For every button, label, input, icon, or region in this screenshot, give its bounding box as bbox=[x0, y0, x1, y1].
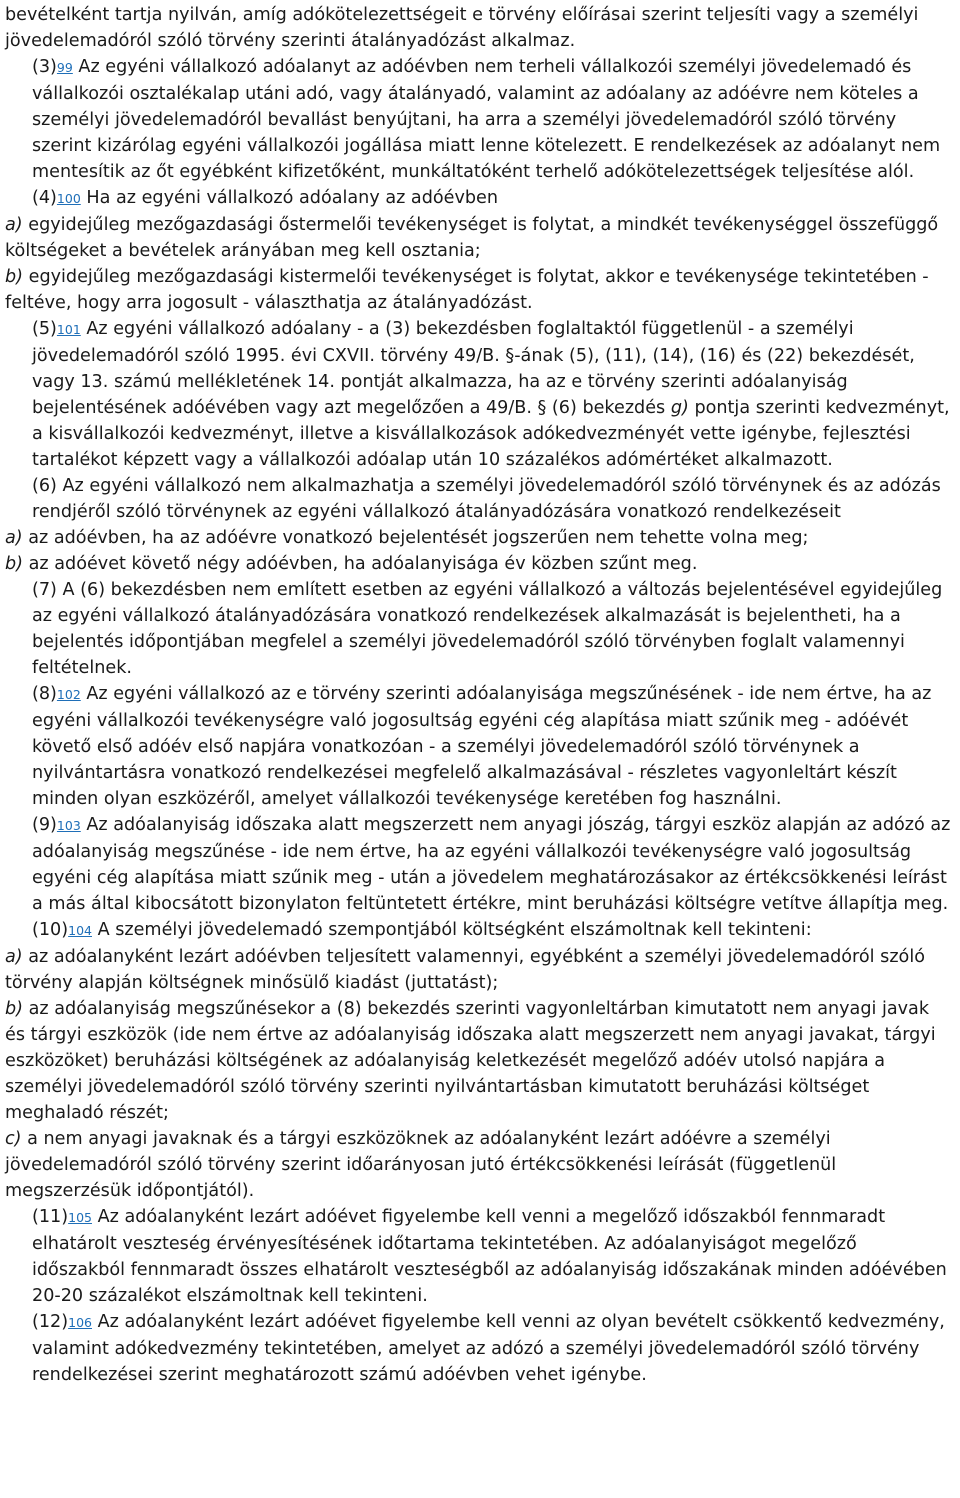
point-text: a nem anyagi javaknak és a tárgyi eszközöknek az adóalanyként lezárt adóévre a személyi jövedelemadóról szóló törvény szerint időarányosan jutó értékcsökkenési leírását (függetlenül megszerzésük időpontjától). bbox=[5, 1129, 837, 1201]
point-6-a bbox=[5, 525, 953, 551]
paragraph-number: (4) bbox=[32, 188, 57, 208]
point-label: c) bbox=[5, 1129, 22, 1149]
paragraph-text: pontja szerinti kedvezményt, a kisvállalkozói kedvezményt, illetve a kisvállalkozások adókedvezményét vette igénybe, fejlesztési tartalékot képzett vagy a vállalkozói adóalap után 10 százalékos adómértéket alkalmazott. bbox=[32, 398, 950, 470]
point-label: a) bbox=[5, 528, 23, 548]
paragraph-12 bbox=[5, 1309, 953, 1388]
point-10-a bbox=[5, 944, 953, 996]
paragraph-3 bbox=[5, 54, 953, 185]
paragraph-number: (10) bbox=[32, 920, 69, 940]
paragraph-number: (9) bbox=[32, 815, 57, 835]
footnote-link-101[interactable]: 101 bbox=[56, 322, 81, 337]
point-4-a bbox=[5, 212, 953, 264]
paragraph-intro: bevételként tartja nyilván, amíg adókötelezettségeit e törvény előírásai szerint teljesíti vagy a személyi jövedelemadóról szóló törvény szerinti átalányadózást alkalmaz. bbox=[5, 5, 919, 51]
paragraph-text: Ha az egyéni vállalkozó adóalany az adóévben bbox=[80, 188, 499, 208]
footnote-link-104[interactable]: 104 bbox=[68, 923, 92, 938]
point-text: egyidejűleg mezőgazdasági őstermelői tevékenységet is folytat, a mindkét tevékenységgel összefüggő költségeket a bevételek arányában meg kell osztania; bbox=[5, 215, 939, 261]
point-label: b) bbox=[5, 267, 24, 287]
paragraph-number: (11) bbox=[32, 1207, 69, 1227]
point-label: b) bbox=[5, 554, 24, 574]
paragraph-text: Az adóalanyként lezárt adóévet figyelembe kell venni az olyan bevételt csökkentő kedvezmény, valamint adókedvezmény tekintetében, amelyet az adózó a személyi jövedelemadóról szóló törvény rendelkezései szerint meghatározott számú adóévben vehet igénybe. bbox=[32, 1312, 945, 1385]
paragraph-7 bbox=[5, 577, 953, 681]
footnote-link-103[interactable]: 103 bbox=[56, 818, 81, 833]
paragraph-text: Az egyéni vállalkozó adóalanyt az adóévben nem terheli vállalkozói személyi jövedelemadó és vállalkozói osztalékalap utáni adó, vagy átalányadó, valamint az adóalany az adóévre nem köteles a személyi jövedelemadóról bevallást benyújtani, ha arra a személyi jövedelemadóról szóló törvény szerint kizárólag egyéni vállalkozói jogállása miatt lenne kötelezett. E rendelkezések az adóalanyt nem mentesítik az őt egyébként kifizetőként, munkáltatóként terhelő adókötelezettségek teljesítése alól. bbox=[32, 57, 941, 182]
paragraph-text: Az adóalanyként lezárt adóévet figyelembe kell venni a megelőző időszakból fennmaradt elhatárolt veszteség érvényesítésének időtartama tekintetében. Az adóalanyiságot megelőző időszakból fennmaradt összes elhatárolt veszteségből az adóalanyiság időszakának minden adóévében 20-20 százalékot elszámoltnak kell tekinteni. bbox=[32, 1207, 947, 1306]
paragraph-text: Az egyéni vállalkozó az e törvény szerinti adóalanyisága megszűnésének - ide nem értve, ha az egyéni vállalkozói tevékenységre való jogosultság egyéni cég alapítása miatt szűnik meg - adóévét követő első adóév első napjára vonatkozóan - a személyi jövedelemadóról szóló törvénynek a nyilvántartásra vonatkozó rendelkezései megfelelő alkalmazásával - részletes vagyonleltárt készít minden olyan eszközéről, amelyet vállalkozói tevékenysége keretében fog használni. bbox=[32, 684, 932, 809]
paragraph-5 bbox=[5, 316, 953, 473]
point-10-b bbox=[5, 996, 953, 1126]
paragraph-4 bbox=[5, 185, 953, 212]
footnote-link-106[interactable]: 106 bbox=[68, 1315, 92, 1330]
paragraph-11 bbox=[5, 1204, 953, 1309]
footnote-link-102[interactable]: 102 bbox=[56, 687, 81, 702]
paragraph-6 bbox=[5, 473, 953, 525]
footnote-link-99[interactable]: 99 bbox=[56, 60, 73, 75]
point-text: az adóévben, ha az adóévre vonatkozó bejelentését jogszerűen nem tehette volna meg; bbox=[22, 528, 809, 548]
point-text: egyidejűleg mezőgazdasági kistermelői tevékenységet is folytat, akkor e tevékenysége tekintetében - feltéve, hogy arra jogosult - választhatja az átalányadózást. bbox=[5, 267, 929, 313]
paragraph-number: (5) bbox=[32, 319, 57, 339]
point-4-b bbox=[5, 264, 953, 316]
paragraph-text: A személyi jövedelemadó szempontjából költségként elszámoltnak kell tekinteni: bbox=[91, 920, 812, 940]
footnote-link-100[interactable]: 100 bbox=[56, 191, 81, 206]
point-label: a) bbox=[5, 215, 23, 235]
paragraph-8 bbox=[5, 681, 953, 812]
point-text: az adóalanyiság megszűnésekor a (8) bekezdés szerinti vagyonleltárban kimutatott nem anyagi javak és tárgyi eszközök (ide nem értve az adóalanyiság időszaka alatt megszerzett nem anyagi javakat, tárgyi eszközöket) beruházási költségének az adóalanyiság keletkezését megelőző adóév utolsó napjára a személyi jövedelemadóról szóló törvény szerinti nyilvántartásban kimutatott beruházási költséget meghaladó részét; bbox=[5, 999, 936, 1123]
point-6-b bbox=[5, 551, 953, 577]
point-text: az adóévet követő négy adóévben, ha adóalanyisága év közben szűnt meg. bbox=[23, 554, 698, 574]
paragraph-9 bbox=[5, 812, 953, 917]
point-10-c bbox=[5, 1126, 953, 1204]
point-text: az adóalanyként lezárt adóévben teljesített valamennyi, egyébként a személyi jövedelemadóról szóló törvény alapján költségnek minősülő kiadást (juttatást); bbox=[5, 947, 925, 993]
paragraph-text: (6) Az egyéni vállalkozó nem alkalmazhatja a személyi jövedelemadóról szóló törvénynek és az adózás rendjéről szóló törvénynek az egyéni vállalkozó átalányadózására vonatkozó rendelkezéseit bbox=[32, 476, 941, 522]
paragraph-text: (7) A (6) bekezdésben nem említett esetben az egyéni vállalkozó a változás bejelentésével egyidejűleg az egyéni vállalkozó átalányadózására vonatkozó rendelkezések alkalmazását is bejelentheti, ha a bejelentés időpontjában megfelel a személyi jövedelemadóról szóló törvényben foglalt valamennyi feltételnek. bbox=[32, 580, 943, 678]
point-label: g) bbox=[670, 398, 689, 418]
footnote-link-105[interactable]: 105 bbox=[68, 1210, 92, 1225]
paragraph-text: Az egyéni vállalkozó adóalany - a (3) bekezdésben foglaltaktól függetlenül - a személyi jövedelemadóról szóló 1995. évi CXVII. törvény 49/B. §-ának (5), (11), (14), (16) és (22) bekezdését, vagy 13. számú mellékletének 14. pontját alkalmazza, ha az e törvény szerinti adóalanyiság bejelentésének adóévében vagy azt megelőzően a 49/B. § (6) bekezdés bbox=[32, 319, 915, 418]
point-label: a) bbox=[5, 947, 23, 967]
point-label: b) bbox=[5, 999, 24, 1019]
paragraph-10 bbox=[5, 917, 953, 944]
paragraph-number: (3) bbox=[32, 57, 57, 77]
paragraph-number: (8) bbox=[32, 684, 57, 704]
paragraph-text: Az adóalanyiság időszaka alatt megszerzett nem anyagi jószág, tárgyi eszköz alapján az adózó az adóalanyiság megszűnése - ide nem értve, ha az egyéni vállalkozói tevékenységre való jogosultság egyéni cég alapítása miatt szűnik meg - után a jövedelem meghatározásakor az értékcsökkenési leírást a más által kibocsátott bizonylaton feltüntetett értékre, mint beruházási költségre vetítve állapítja meg. bbox=[32, 815, 951, 914]
paragraph-number: (12) bbox=[32, 1312, 69, 1332]
